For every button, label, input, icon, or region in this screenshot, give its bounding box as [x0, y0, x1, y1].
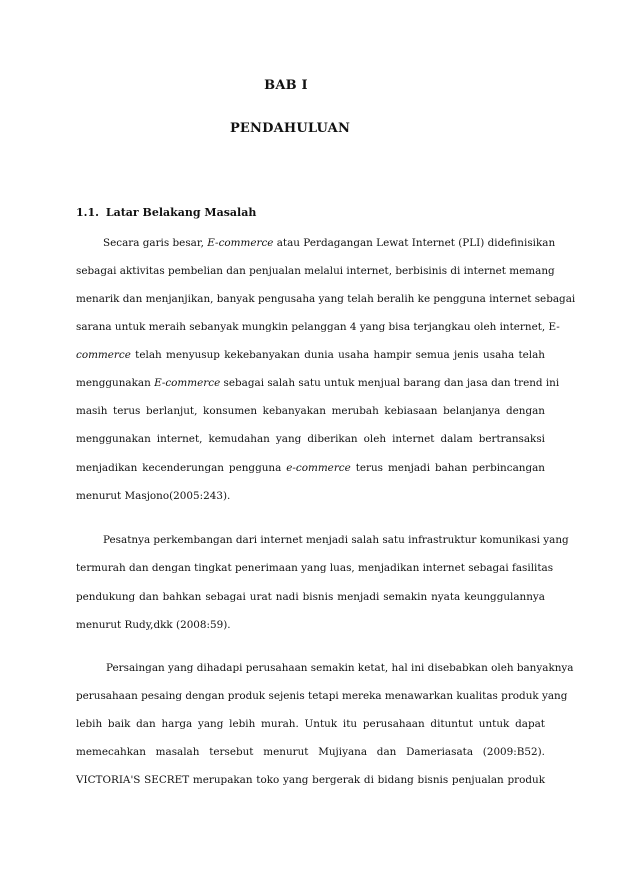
- paragraph-line: memecahkan masalah tersebut menurut Mujiyana dan Dameriasata (2009:B52).: [76, 746, 545, 758]
- paragraph-line: menurut Rudy,dkk (2008:59).: [76, 619, 231, 631]
- paragraph-line: perusahaan pesaing dengan produk sejenis tetapi mereka menawarkan kualitas produk yang: [76, 690, 568, 702]
- paragraph-line: menarik dan menjanjikan, banyak pengusaha yang telah beralih ke pengguna internet sebagai: [76, 293, 576, 305]
- paragraph-line: lebih baik dan harga yang lebih murah. Untuk itu perusahaan dituntut untuk dapat: [76, 718, 545, 730]
- paragraph-line: Secara garis besar, E-commerce atau Perdagangan Lewat Internet (PLI) didefinisikan: [103, 237, 556, 249]
- section-number: 1.1.: [76, 206, 99, 219]
- paragraph-line: sebagai aktivitas pembelian dan penjualan melalui internet, berbisinis di internet memang: [76, 265, 555, 277]
- paragraph-line: menggunakan E-commerce sebagai salah satu untuk menjual barang dan jasa dan trend ini: [76, 377, 560, 389]
- paragraph-line: menggunakan internet, kemudahan yang diberikan oleh internet dalam bertransaksi: [76, 433, 545, 445]
- paragraph-line: Persaingan yang dihadapi perusahaan semakin ketat, hal ini disebabkan oleh banyaknya: [106, 662, 574, 674]
- italic-term: E-commerce: [207, 237, 274, 249]
- paragraph-line: commerce telah menyusup kekebanyakan dunia usaha hampir semua jenis usaha telah: [76, 349, 545, 361]
- section-title: Latar Belakang Masalah: [105, 206, 257, 219]
- paragraph-line: menurut Masjono(2005:243).: [76, 490, 231, 502]
- chapter-title: PENDAHULUAN: [229, 121, 351, 136]
- paragraph-line: termurah dan dengan tingkat penerimaan yang luas, menjadikan internet sebagai fasilitas: [76, 562, 554, 574]
- italic-term: e-commerce: [286, 462, 351, 474]
- paragraph-line: pendukung dan bahkan sebagai urat nadi bisnis menjadi semakin nyata keunggulannya: [76, 591, 545, 603]
- italic-term: E-commerce: [154, 377, 221, 389]
- chapter-number: BAB I: [264, 78, 308, 93]
- paragraph-line: VICTORIA'S SECRET merupakan toko yang bergerak di bidang bisnis penjualan produk: [76, 774, 545, 786]
- section-heading: [76, 206, 256, 219]
- paragraph-line: menjadikan kecenderungan pengguna e-commerce terus menjadi bahan perbincangan: [76, 462, 545, 474]
- italic-term: commerce: [76, 349, 131, 361]
- paragraph-line: Pesatnya perkembangan dari internet menjadi salah satu infrastruktur komunikasi yang: [103, 534, 569, 546]
- paragraph-line: sarana untuk meraih sebanyak mungkin pelanggan 4 yang bisa terjangkau oleh internet, E-: [76, 321, 560, 333]
- paragraph-line: masih terus berlanjut, konsumen kebanyakan merubah kebiasaan belanjanya dengan: [76, 405, 545, 417]
